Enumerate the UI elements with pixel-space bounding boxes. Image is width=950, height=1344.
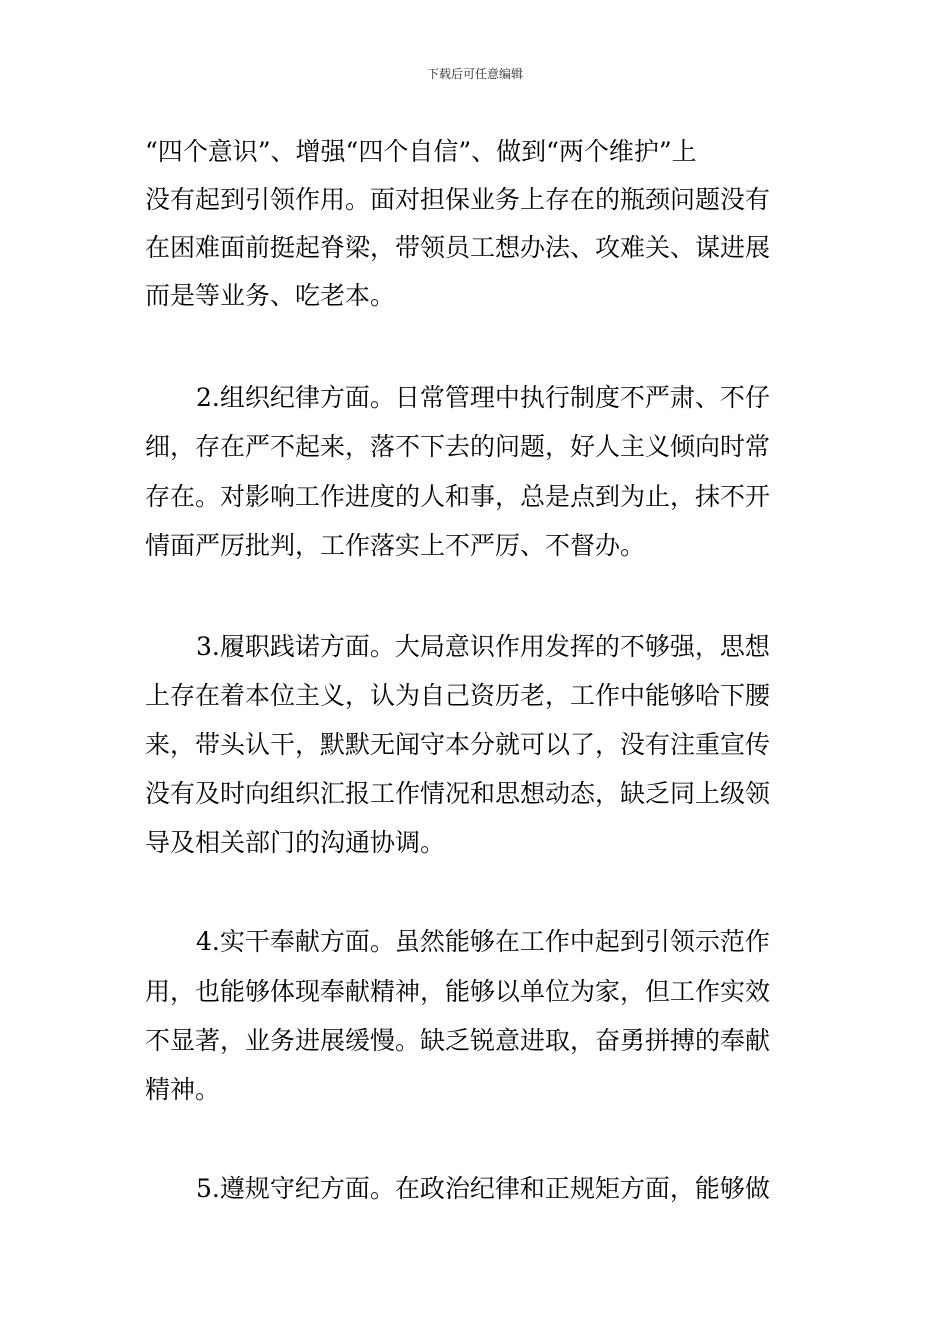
text-line: 精神。 [145, 1075, 221, 1104]
paragraph-first-line: 2.组织纪律方面。日常管理中执行制度不严肃、不仔 [196, 383, 770, 412]
text-line: 没有起到引领作用。面对担保业务上存在的瓶颈问题没有 [145, 185, 771, 214]
text-line: 导及相关部门的沟通协调。 [145, 828, 446, 857]
text-line: 存在。对影响工作进度的人和事，总是点到为止，抹不开 [145, 482, 771, 511]
text-line: 没有及时向组织汇报工作情况和思想动态，缺乏同上级领 [145, 779, 771, 808]
text-line: 情面严厉批判，工作落实上不严厉、不督办。 [145, 531, 646, 560]
text-line: 细，存在严不起来，落不下去的问题，好人主义倾向时常 [145, 432, 771, 461]
paragraph-first-line: 3.履职践诺方面。大局意识作用发挥的不够强，思想 [196, 632, 770, 661]
text-line: “四个意识”、增强“四个自信”、做到“两个维护”上 [145, 137, 697, 166]
text-line: 用，也能够体现奉献精神，能够以单位为家，但工作实效 [145, 977, 771, 1006]
text-line: 在困难面前挺起脊梁，带领员工想办法、攻难关、谋进展 [145, 233, 771, 262]
text-line: 不显著，业务进展缓慢。缺乏锐意进取，奋勇拼搏的奉献 [145, 1026, 771, 1055]
text-line: 来，带头认干，默默无闻守本分就可以了，没有注重宣传 [145, 730, 771, 759]
page-header: 下载后可任意编辑 [426, 67, 523, 81]
text-line: 上存在着本位主义，认为自己资历老，工作中能够哈下腰 [145, 681, 771, 710]
text-line: 而是等业务、吃老本。 [145, 281, 396, 310]
paragraph-first-line: 4.实干奉献方面。虽然能够在工作中起到引领示范作 [196, 927, 770, 956]
paragraph-first-line: 5.遵规守纪方面。在政治纪律和正规矩方面，能够做 [196, 1174, 770, 1203]
